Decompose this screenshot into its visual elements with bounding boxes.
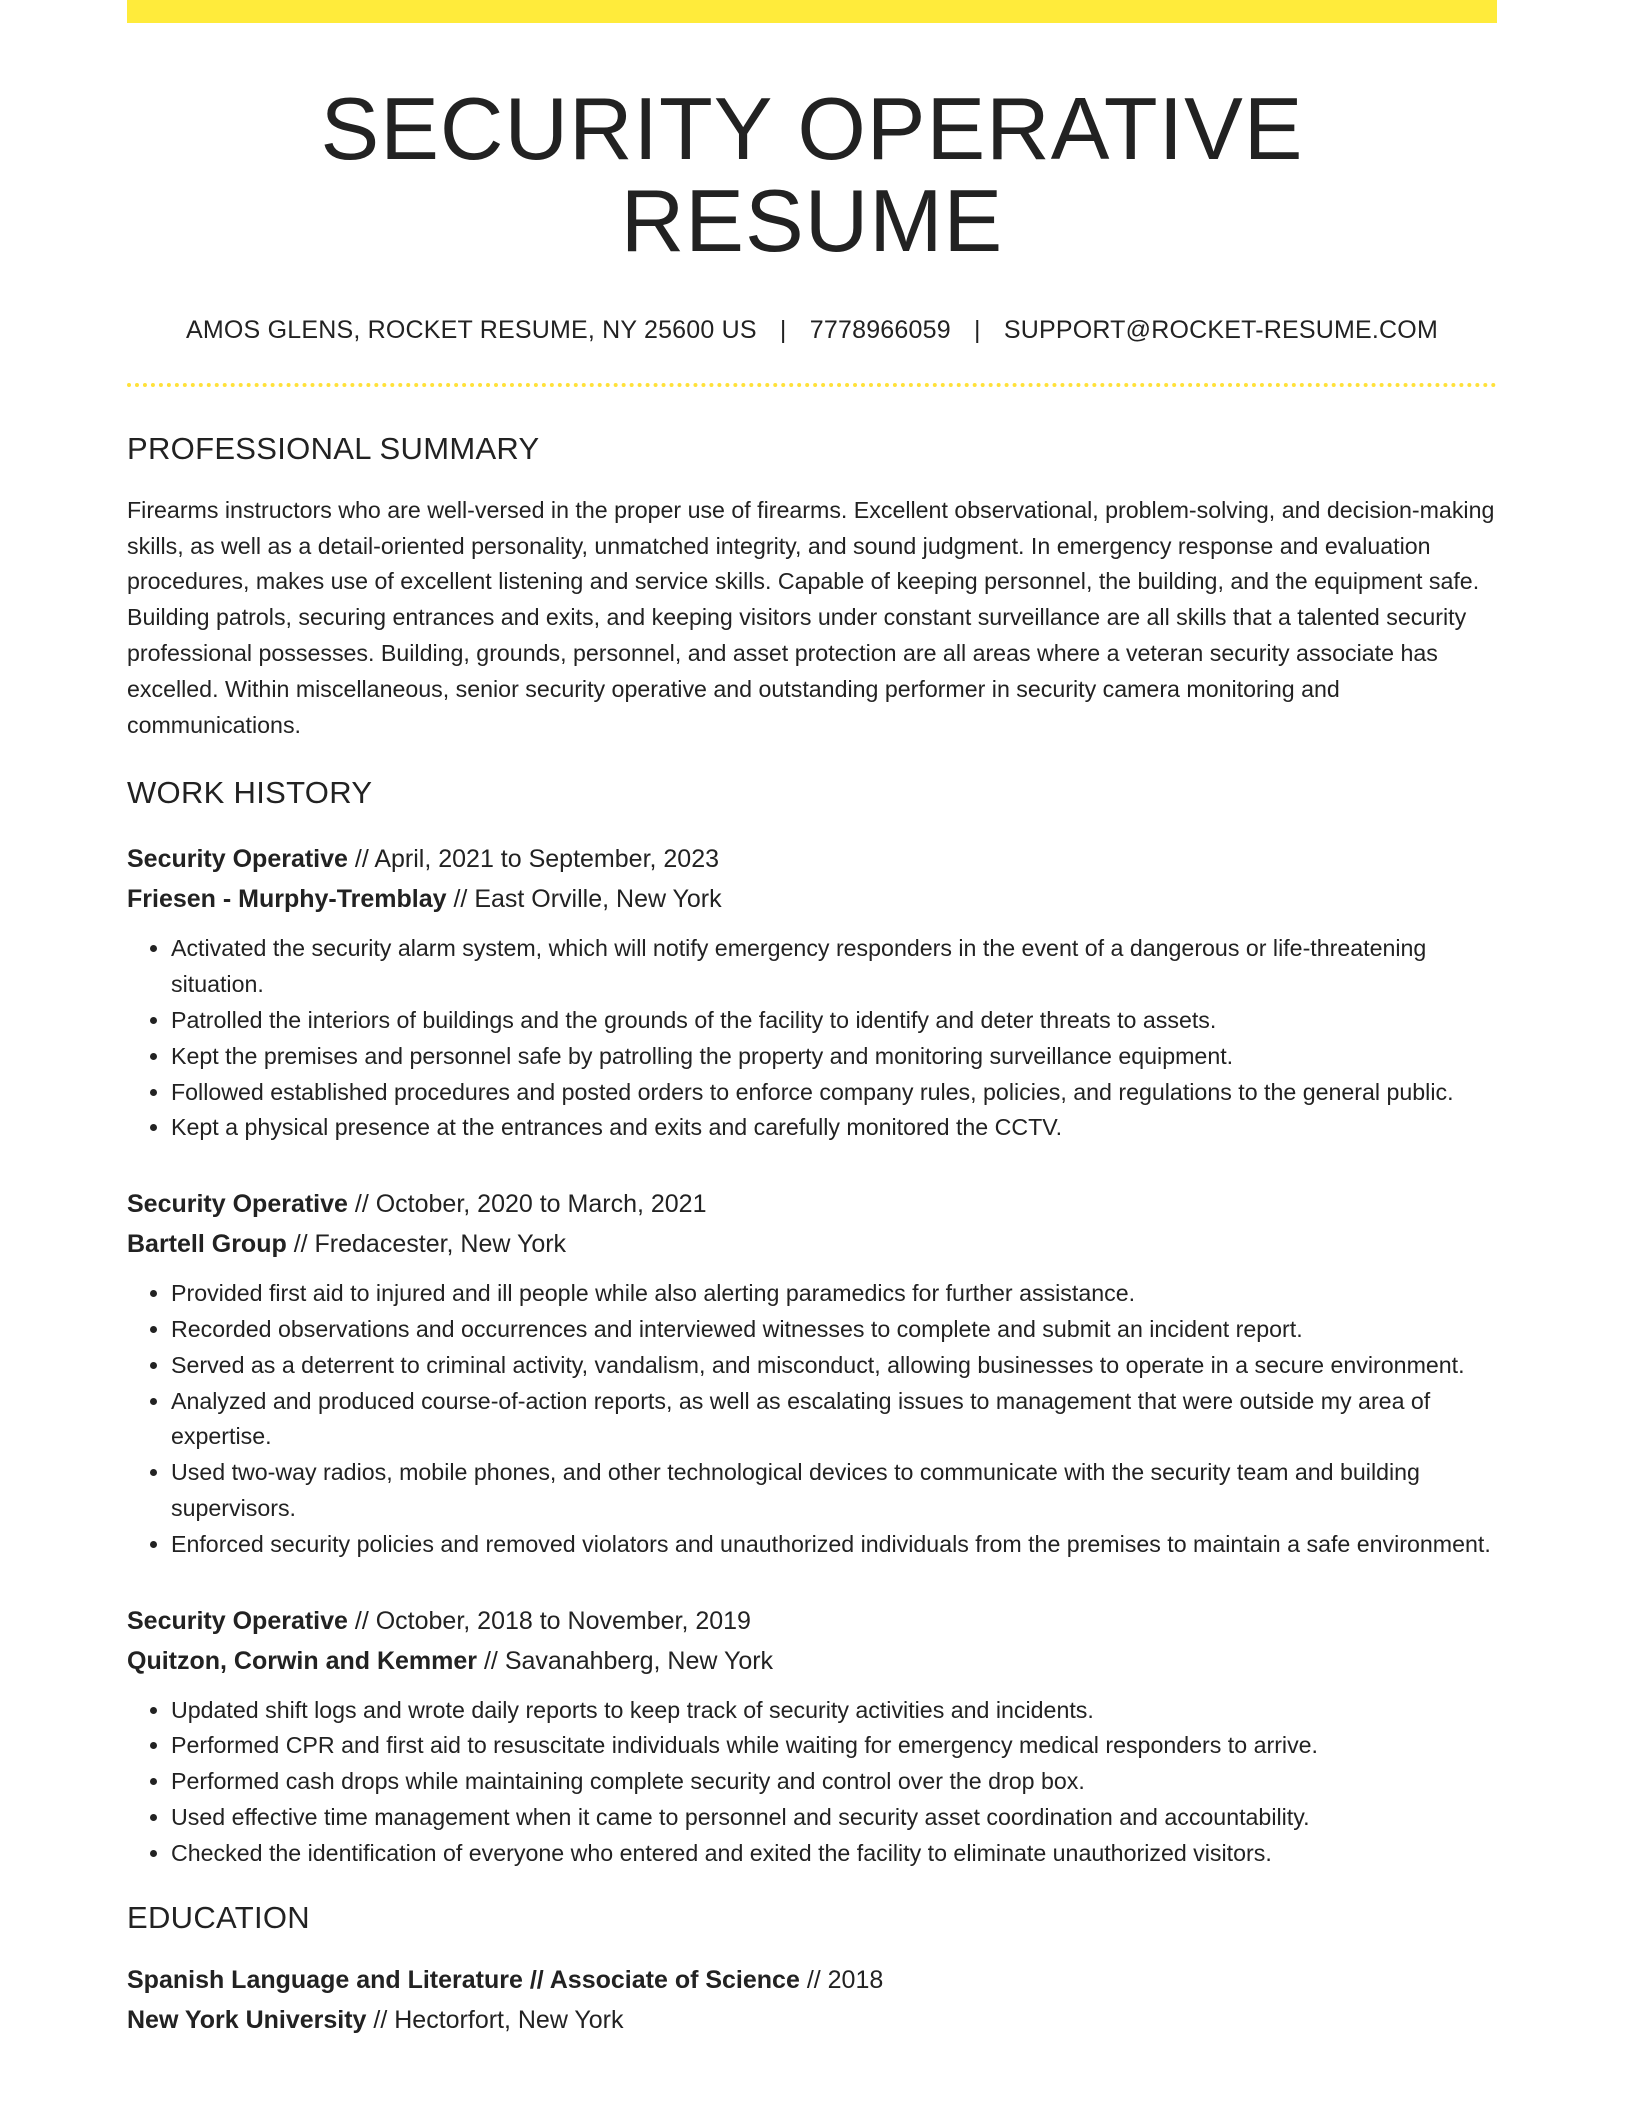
contact-address: AMOS GLENS, ROCKET RESUME, NY 25600 US — [186, 315, 757, 344]
contact-phone: 7778966059 — [809, 315, 951, 344]
job-dates: // April, 2021 to September, 2023 — [347, 845, 720, 874]
job-bullet: • Checked the identification of everyone who entered and exited the facility to eliminate unauthorized visitors. — [171, 1836, 1497, 1872]
job-location: // Fredacester, New York — [286, 1230, 567, 1259]
summary-heading: PROFESSIONAL SUMMARY — [127, 430, 540, 466]
job-dates: // October, 2018 to November, 2019 — [347, 1606, 751, 1635]
job-bullets — [127, 931, 1497, 1146]
job-bullet: • Enforced security policies and removed violators and unauthorized individuals from the premises to maintain a safe environment. — [171, 1527, 1497, 1563]
job-bullet: • Recorded observations and occurrences and interviewed witnesses to complete and submit an incident report. — [171, 1312, 1497, 1348]
job-company: Friesen - Murphy-Tremblay — [127, 885, 447, 914]
job-bullet: • Kept a physical presence at the entrances and exits and carefully monitored the CCTV. — [171, 1110, 1497, 1146]
job-company-line — [127, 879, 1497, 919]
job-bullet: • Activated the security alarm system, which will notify emergency responders in the event of a dangerous or life-threatening situation. — [171, 931, 1497, 1003]
job-title: Security Operative — [127, 1606, 348, 1635]
education-degree-line — [127, 1960, 1497, 2000]
contact-line — [127, 316, 1497, 345]
job-entry — [127, 1184, 1497, 1562]
job-company: Quitzon, Corwin and Kemmer — [127, 1646, 478, 1675]
job-bullet: • Performed cash drops while maintaining complete security and control over the drop box. — [171, 1764, 1497, 1800]
education-location: // Hectorfort, New York — [366, 2005, 624, 2034]
job-location: // Savanahberg, New York — [477, 1646, 774, 1675]
job-bullet: • Updated shift logs and wrote daily reports to keep track of security activities and incidents. — [171, 1693, 1497, 1729]
job-bullet: • Kept the premises and personnel safe by patrolling the property and monitoring surveillance equipment. — [171, 1039, 1497, 1075]
job-bullet: • Served as a deterrent to criminal activity, vandalism, and misconduct, allowing businesses to operate in a secure environment. — [171, 1348, 1497, 1384]
education-year: // 2018 — [799, 1965, 884, 1994]
job-bullet: • Provided first aid to injured and ill people while also alerting paramedics for further assistance. — [171, 1276, 1497, 1312]
resume-title: SECURITY OPERATIVE RESUME — [320, 79, 1304, 271]
education-school-line — [127, 2000, 1497, 2040]
resume-page — [127, 0, 1497, 2040]
job-dates: // October, 2020 to March, 2021 — [347, 1190, 707, 1219]
job-company-line — [127, 1641, 1497, 1681]
job-title: Security Operative — [127, 1190, 348, 1219]
job-title-line — [127, 839, 1497, 879]
job-bullet: • Performed CPR and first aid to resuscitate individuals while waiting for emergency medical responders to arrive. — [171, 1728, 1497, 1764]
education-degree: Spanish Language and Literature // Associate of Science — [127, 1965, 800, 1994]
job-entry — [127, 1601, 1497, 1872]
contact-separator: | — [779, 315, 787, 344]
job-title-line — [127, 1184, 1497, 1224]
top-accent-bar — [127, 0, 1497, 23]
education-school: New York University — [127, 2005, 367, 2034]
contact-separator: | — [973, 315, 981, 344]
job-location: // East Orville, New York — [446, 885, 722, 914]
job-title-line — [127, 1601, 1497, 1641]
education-entry — [127, 1960, 1497, 2040]
job-title: Security Operative — [127, 845, 348, 874]
summary-text: Firearms instructors who are well-versed in the proper use of firearms. Excellent observational, problem-solving, and decision-making skills, as well as a detail-oriented personality, unmatched integrity, and sound judgment. In emergency response and evaluation procedures, makes use of excellent listening and service skills. Capable of keeping personnel, the building, and the equipment safe. Building patrols, securing entrances and exits, and keeping visitors under constant surveillance are all skills that a talented security professional possesses. Building, grounds, personnel, and asset protection are all areas where a veteran security associate has excelled. Within miscellaneous, senior security operative and outstanding performer in security camera monitoring and communications. — [127, 496, 1495, 738]
contact-email: SUPPORT@ROCKET-RESUME.COM — [1003, 315, 1438, 344]
job-bullet: • Followed established procedures and posted orders to enforce company rules, policies, and regulations to the general public. — [171, 1075, 1497, 1111]
work-history-heading: WORK HISTORY — [127, 775, 373, 811]
job-company: Bartell Group — [127, 1230, 287, 1259]
job-bullet: • Used two-way radios, mobile phones, and other technological devices to communicate with the security team and building supervisors. — [171, 1455, 1497, 1527]
job-bullet: • Used effective time management when it came to personnel and security asset coordination and accountability. — [171, 1800, 1497, 1836]
dotted-divider — [127, 383, 1497, 387]
education-heading: EDUCATION — [127, 1899, 310, 1935]
job-entry — [127, 839, 1497, 1146]
job-bullet: • Patrolled the interiors of buildings and the grounds of the facility to identify and deter threats to assets. — [171, 1003, 1497, 1039]
job-bullets — [127, 1693, 1497, 1872]
job-company-line — [127, 1224, 1497, 1264]
job-bullet: • Analyzed and produced course-of-action reports, as well as escalating issues to management that were outside my area of expertise. — [171, 1384, 1497, 1456]
job-bullets — [127, 1276, 1497, 1562]
